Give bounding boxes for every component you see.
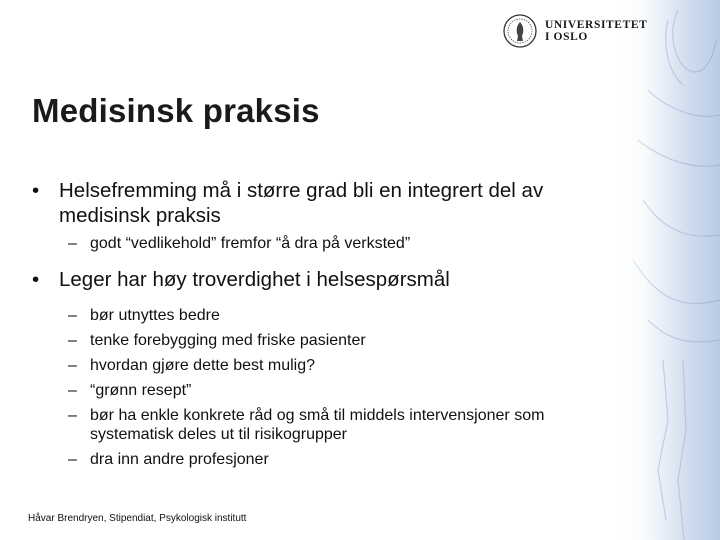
bullet-marker: • (32, 268, 40, 291)
sub-bullet (32, 406, 620, 444)
sub-bullet-text: tenke forebygging med friske pasienter (90, 332, 366, 349)
sub-bullet-text: bør utnyttes bedre (90, 307, 220, 324)
dash-marker: – (68, 382, 77, 399)
sub-bullet (32, 234, 632, 253)
sub-bullet-text: bør ha enkle konkrete råd og små til middels intervensjoner som systematisk deles ut til risikogrupper (90, 407, 545, 443)
university-seal-icon (503, 14, 537, 48)
bullet-text: Helsefremming må i større grad bli en integrert del av medisinsk praksis (59, 179, 544, 227)
dash-marker: – (68, 407, 77, 424)
sub-bullet-text: dra inn andre profesjoner (90, 451, 269, 468)
slide-footer: Håvar Brendryen, Stipendiat, Psykologisk institutt (28, 513, 247, 524)
dash-marker: – (68, 332, 77, 349)
sub-bullet (32, 306, 632, 325)
bullet-text: Leger har høy troverdighet i helsespørsmål (59, 268, 450, 291)
dash-marker: – (68, 451, 77, 468)
sub-bullet (32, 331, 632, 350)
sub-bullet-text: “grønn resept” (90, 382, 192, 399)
slide-title: Medisinsk praksis (32, 92, 320, 129)
dash-marker: – (68, 235, 77, 252)
logo-line-1: UNIVERSITETET (545, 19, 648, 31)
logo-line-2: I OSLO (545, 31, 588, 43)
slide-content (32, 178, 632, 469)
sub-bullet (32, 381, 632, 400)
university-logo (503, 14, 647, 48)
sub-bullet-text: godt “vedlikehold” fremfor “å dra på verksted” (90, 235, 411, 252)
bullet-point-2 (32, 267, 632, 292)
sub-bullet (32, 356, 632, 375)
dash-marker: – (68, 357, 77, 374)
bullet-marker: • (32, 179, 40, 202)
sub-bullet (32, 450, 632, 469)
dash-marker: – (68, 307, 77, 324)
sub-bullet-text: hvordan gjøre dette best mulig? (90, 357, 316, 374)
bullet-point-1 (32, 178, 632, 228)
